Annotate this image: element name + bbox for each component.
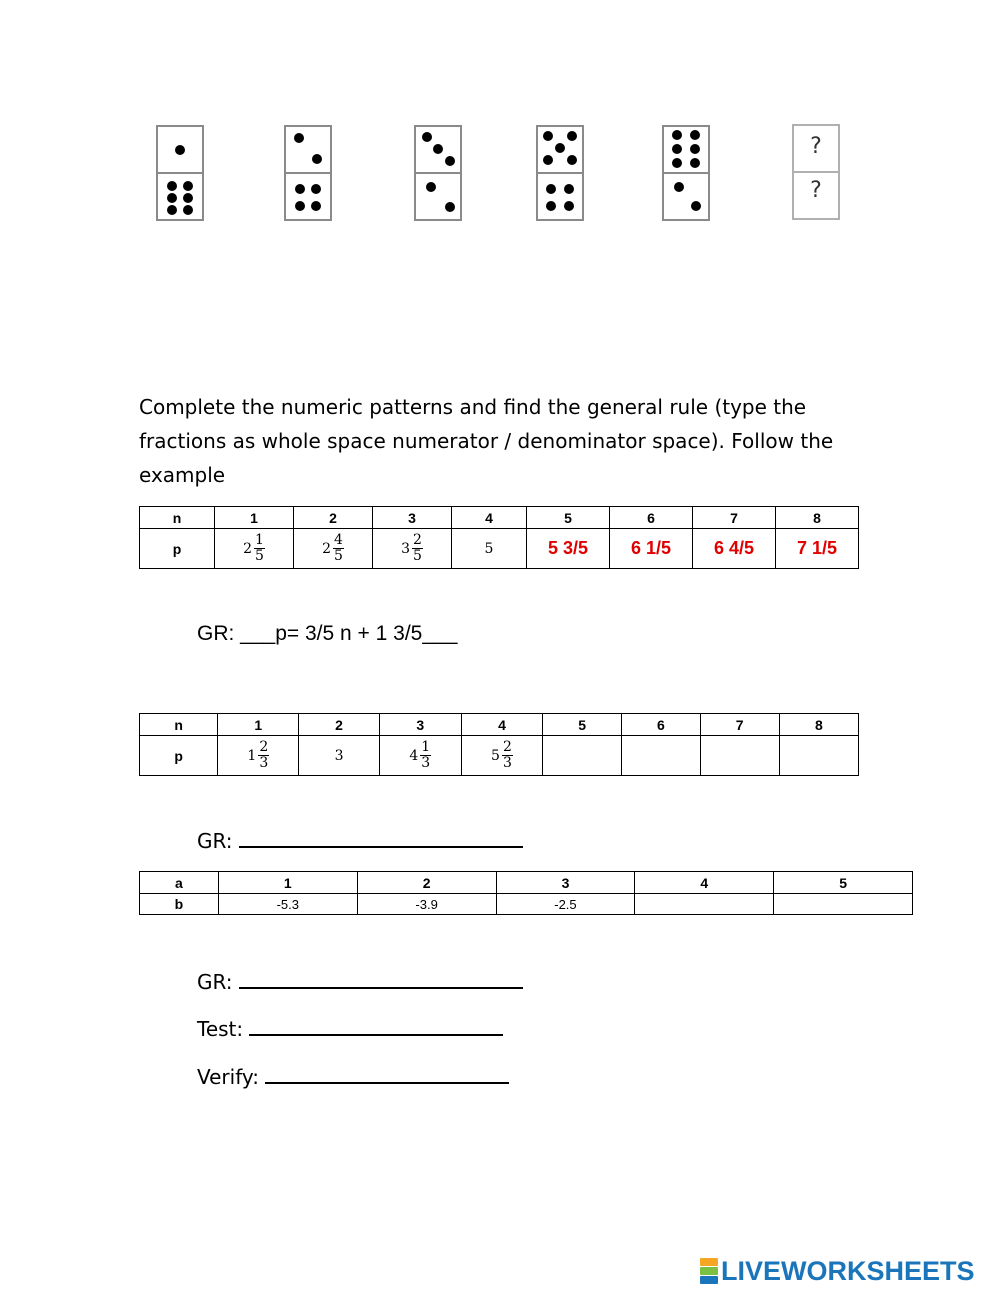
domino-2: [284, 125, 332, 221]
value-cell: [461, 736, 542, 776]
value-cell: [294, 529, 373, 569]
header-cell: 3: [373, 507, 452, 529]
domino-5-top: [664, 127, 708, 174]
logo-mark-icon: [700, 1258, 718, 1285]
header-cell: 6: [610, 507, 693, 529]
answer-input[interactable]: 5 3/5: [527, 529, 610, 569]
domino-6: [792, 124, 840, 220]
domino-4-bottom: [538, 174, 582, 219]
test-label: Test:: [197, 1017, 244, 1041]
test-row: [197, 1016, 503, 1041]
header-cell: 4: [452, 507, 527, 529]
domino-4: [536, 125, 584, 221]
header-cell: 3: [379, 714, 461, 736]
domino-6-bottom: [794, 173, 838, 218]
general-rule-1[interactable]: GR: ___p= 3/5 n + 1 3/5___: [197, 622, 458, 645]
domino-6-top: [794, 126, 838, 173]
row-label-p: p: [140, 736, 218, 776]
domino-2-bottom: [286, 174, 330, 219]
logo-text: LIVEWORKSHEETS: [721, 1256, 975, 1286]
answer-input[interactable]: 7 1/5: [776, 529, 859, 569]
domino-3-bottom: [416, 174, 460, 219]
header-cell: 7: [693, 507, 776, 529]
mixed-fraction: 2 $\frac{4}{5}$: [322, 532, 343, 564]
answer-input[interactable]: [779, 736, 858, 776]
header-cell: 6: [622, 714, 700, 736]
mixed-fraction: 1 $\frac{2}{3}$: [247, 739, 269, 771]
mixed-fraction: 3 $\frac{2}{5}$: [401, 532, 422, 564]
row-label-n: n: [140, 714, 218, 736]
domino-3-top: [416, 127, 460, 174]
header-cell: 5: [774, 872, 913, 894]
general-rule-2-input[interactable]: [239, 828, 523, 848]
test-input[interactable]: [249, 1016, 503, 1036]
pattern-table-1: [139, 506, 859, 569]
verify-input[interactable]: [265, 1064, 509, 1084]
answer-input[interactable]: 6 4/5: [693, 529, 776, 569]
row-label-a: a: [140, 872, 219, 894]
header-cell: 2: [294, 507, 373, 529]
value-cell: -3.9: [357, 894, 496, 915]
domino-4-top: [538, 127, 582, 174]
pattern-table-3: [139, 871, 913, 915]
header-cell: 8: [776, 507, 859, 529]
row-label-n: n: [140, 507, 215, 529]
gr-label: GR:: [197, 829, 233, 853]
answer-input[interactable]: [774, 894, 913, 915]
answer-input[interactable]: 6 1/5: [610, 529, 693, 569]
row-label-p: p: [140, 529, 215, 569]
header-cell: 7: [700, 714, 779, 736]
gr-label: GR:: [197, 970, 233, 994]
header-cell: 3: [496, 872, 635, 894]
pattern-table-2: [139, 713, 859, 776]
domino-1-top: [158, 127, 202, 174]
value-cell: 5: [452, 529, 527, 569]
header-cell: 5: [543, 714, 622, 736]
value-cell: -2.5: [496, 894, 635, 915]
domino-5: [662, 125, 710, 221]
domino-1-bottom: [158, 174, 202, 219]
value-cell: 3: [299, 736, 379, 776]
question-mark-top: ?: [810, 134, 822, 159]
header-cell: 8: [779, 714, 858, 736]
domino-1: [156, 125, 204, 221]
header-cell: 1: [218, 872, 357, 894]
header-cell: 1: [215, 507, 294, 529]
general-rule-3: [197, 969, 523, 994]
verify-row: [197, 1064, 509, 1089]
header-cell: 5: [527, 507, 610, 529]
value-cell: -5.3: [218, 894, 357, 915]
mixed-fraction: 4 $\frac{1}{3}$: [409, 739, 431, 771]
liveworksheets-logo: [700, 1256, 975, 1287]
header-cell: 2: [299, 714, 379, 736]
value-cell: [215, 529, 294, 569]
general-rule-2: [197, 828, 523, 853]
mixed-fraction: 5 $\frac{2}{3}$: [491, 739, 512, 771]
answer-input[interactable]: [700, 736, 779, 776]
value-cell: [373, 529, 452, 569]
answer-input[interactable]: [635, 894, 774, 915]
domino-5-bottom: [664, 174, 708, 219]
mixed-fraction: 2 $\frac{1}{5}$: [243, 532, 264, 564]
header-cell: 4: [461, 714, 542, 736]
answer-input[interactable]: [543, 736, 622, 776]
instructions: Complete the numeric patterns and find the general rule (type the fractions as whole space numerator / denominator space). Follow the example: [139, 395, 834, 487]
header-cell: 1: [218, 714, 299, 736]
general-rule-3-input[interactable]: [239, 969, 523, 989]
value-cell: [218, 736, 299, 776]
question-mark-bottom: ?: [810, 178, 822, 203]
value-cell: [379, 736, 461, 776]
answer-input[interactable]: [622, 736, 700, 776]
header-cell: 2: [357, 872, 496, 894]
verify-label: Verify:: [197, 1065, 260, 1089]
domino-2-top: [286, 127, 330, 174]
header-cell: 4: [635, 872, 774, 894]
domino-3: [414, 125, 462, 221]
row-label-b: b: [140, 894, 219, 915]
